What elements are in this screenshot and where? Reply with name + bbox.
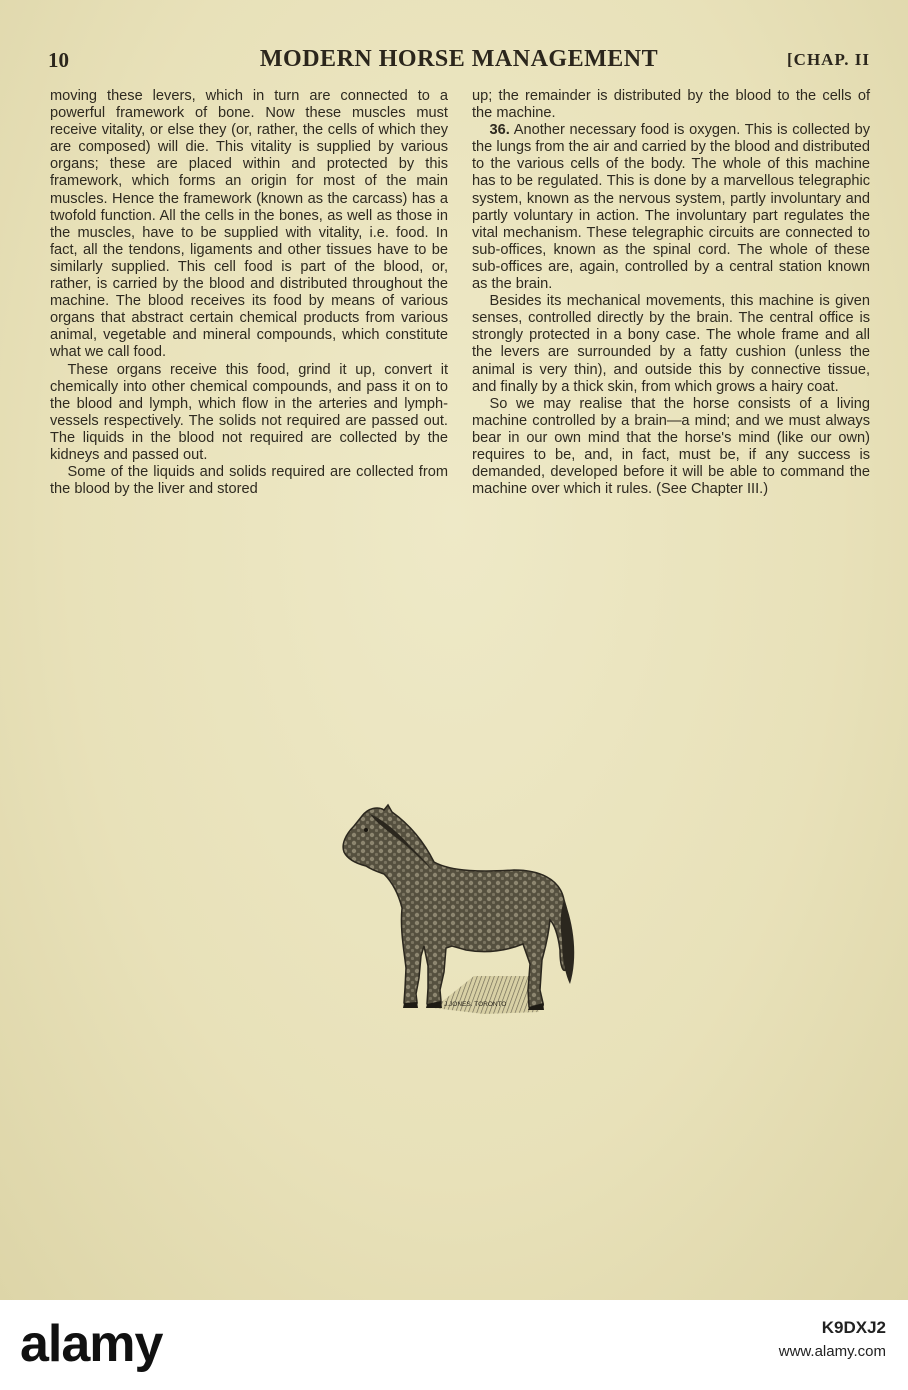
right-text-column [472, 88, 870, 498]
site-url: www.alamy.com [778, 1343, 886, 1360]
page-number: 10 [48, 48, 69, 72]
paragraph: Some of the liquids and solids required are collected from the blood by the liver and stored [50, 464, 448, 498]
paragraph: moving these levers, which in turn are connected to a powerful framework of bone. Now these muscles must receive vitality, or else they (or, rather, the cells of which they are composed) will die. This vitality is supplied by various organs; these are placed within and protected by this framework, which forms an origin for most of the main muscles. Hence the framework (known as the carcass) has a twofold function. All the cells in the bones, as well as those in the muscles, have to be supplied with vitality, i.e. food. In fact, all the tendons, ligaments and other tissues have to be similarly supplied. This cell food is part of the blood, or, rather, is carried by the blood and distributed throughout the machine. The blood receives its food by means of various organs that abstract certain chemical products from various animal, vegetable and mineral compounds, which constitute what we call food. [50, 88, 448, 361]
image-id: K9DXJ2 [821, 1318, 886, 1337]
paragraph: up; the remainder is distributed by the blood to the cells of the machine. [472, 88, 870, 122]
alamy-logo: alamy [20, 1315, 163, 1373]
footer-meta [779, 1316, 886, 1364]
paragraph: Besides its mechanical movements, this machine is given senses, controlled directly by the brain. The central office is strongly protected in a bony case. The whole frame and all the levers are surrounded by a fatty cushion (unless the animal is very thin), and outside this by connective tissue, and finally by a thick skin, from which grows a hairy coat. [472, 293, 870, 395]
eye [364, 828, 368, 832]
horse-illustration [324, 800, 584, 1045]
paragraph-section-36 [472, 122, 870, 293]
tail [561, 900, 575, 984]
left-text-column [50, 88, 448, 498]
ground-shadow [434, 976, 539, 1014]
chapter-reference: [CHAP. II [787, 50, 870, 69]
engraver-signature: J.JONES. TORONTO [444, 1001, 507, 1008]
running-head [48, 46, 870, 76]
section-number: 36. [489, 122, 510, 139]
paragraph: These organs receive this food, grind it up, convert it chemically into other chemical compounds, and pass it on to the blood and lymph, which flow in the arteries and lymph-vessels respectively. The solids not required are passed out. The liquids in the blood not required are collected by the kidneys and passed out. [50, 361, 448, 463]
horse-body [343, 805, 570, 1009]
footer-strip [0, 1300, 908, 1390]
paragraph: So we may realise that the horse consists of a living machine controlled by a brain—a mind; and we must always bear in our own mind that the horse's mind (like our own) requires to be, and, in fact, must be, if any success is demanded, developed before it will be able to command the machine over which it rules. (See Chapter III.) [472, 395, 870, 498]
paragraph-text: Another necessary food is oxygen. This is collected by the lungs from the air and carried by the blood and distributed to the various cells of the body. The whole of this machine has to be regulated. This is done by a marvellous telegraphic system, known as the nervous system, partly involuntary and partly voluntary in action. The involuntary part regulates the vital mechanism. These telegraphic circuits are connected to sub-offices, known as the spinal cord. The whole of these sub-offices are, again, controlled by a central station known as the brain. [472, 122, 870, 293]
book-title: MODERN HORSE MANAGEMENT [259, 46, 659, 72]
